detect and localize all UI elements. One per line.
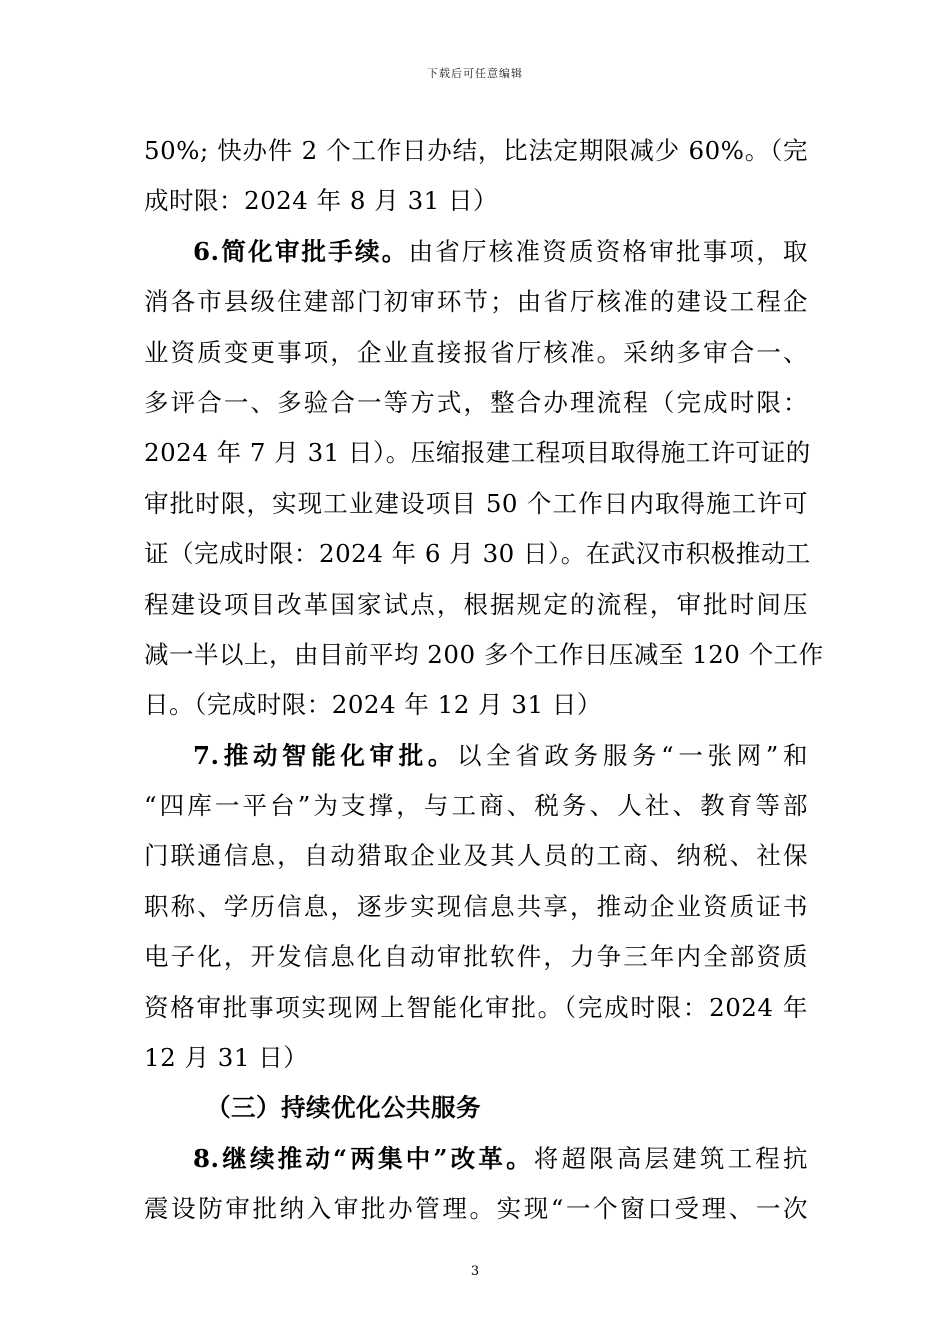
text-line — [144, 1033, 808, 1083]
text-line — [144, 731, 808, 781]
text-line — [144, 831, 808, 881]
text-line — [144, 428, 811, 478]
text-line — [144, 176, 808, 226]
section-heading: （三）持续优化公共服务 — [206, 1093, 481, 1123]
text-line — [144, 479, 808, 529]
text-segment: 以全省政务服务“一张网”和 — [457, 740, 808, 770]
page-header: 下载后可任意编辑 — [427, 67, 523, 80]
text-line — [144, 882, 808, 932]
text-line — [144, 378, 808, 428]
text-line — [144, 932, 808, 982]
section-heading: 8.继续推动“两集中”改革。 — [193, 1143, 534, 1173]
text-line — [144, 983, 808, 1033]
text-line — [144, 1134, 808, 1184]
text-segment: 震设防审批纳入审批办管理。实现“一个窗口受理、一次 — [144, 1194, 808, 1224]
text-segment: 将超限高层建筑工程抗 — [533, 1143, 808, 1173]
text-segment: 证（完成时限：2024 年 6 月 30 日）。在武汉市积极推动工 — [144, 539, 811, 569]
text-segment: 由省厅核准资质资格审批事项，取 — [408, 236, 809, 266]
text-line — [144, 580, 808, 630]
text-line — [144, 630, 824, 680]
text-segment: 职称、学历信息，逐步实现信息共享，推动企业资质证书 — [144, 891, 808, 921]
text-segment: 成时限：2024 年 8 月 31 日） — [144, 186, 499, 216]
text-line — [144, 781, 808, 831]
text-segment: 12 月 31 日） — [144, 1043, 309, 1073]
text-line — [144, 227, 808, 277]
text-segment: 审批时限，实现工业建设项目 50 个工作日内取得施工许可 — [144, 488, 808, 518]
page-number: 3 — [470, 1264, 480, 1279]
section-heading: 6.简化审批手续。 — [193, 236, 409, 266]
text-line — [144, 680, 808, 730]
text-segment: 业资质变更事项，企业直接报省厅核准。采纳多审合一、 — [144, 337, 808, 367]
text-line — [144, 328, 808, 378]
text-segment: 日。（完成时限：2024 年 12 月 31 日） — [144, 690, 602, 720]
text-segment: 电子化，开发信息化自动审批软件，力争三年内全部资质 — [144, 942, 808, 972]
section-heading: 7.推动智能化审批。 — [193, 740, 458, 770]
text-line — [144, 1184, 808, 1234]
text-line — [144, 126, 808, 176]
text-segment: 减一半以上，由目前平均 200 多个工作日压减至 120 个工作 — [144, 639, 824, 669]
text-segment: 程建设项目改革国家试点，根据规定的流程，审批时间压 — [144, 589, 808, 619]
text-segment: 门联通信息，自动猎取企业及其人员的工商、纳税、社保 — [144, 841, 808, 871]
text-line — [144, 1083, 808, 1133]
text-segment: 消各市县级住建部门初审环节；由省厅核准的建设工程企 — [144, 287, 808, 317]
document-body — [144, 126, 824, 1235]
text-segment: 资格审批事项实现网上智能化审批。（完成时限：2024 年 — [144, 992, 808, 1022]
text-segment: 50%; 快办件 2 个工作日办结，比法定期限减少 60%。（完 — [144, 136, 808, 165]
text-segment: 多评合一、多验合一等方式，整合办理流程（完成时限： — [144, 387, 808, 417]
text-line — [144, 529, 811, 579]
text-segment: 2024 年 7 月 31 日）。压缩报建工程项目取得施工许可证的 — [144, 438, 811, 468]
text-line — [144, 277, 808, 327]
text-segment: “四库一平台”为支撑，与工商、税务、人社、教育等部 — [144, 791, 808, 821]
